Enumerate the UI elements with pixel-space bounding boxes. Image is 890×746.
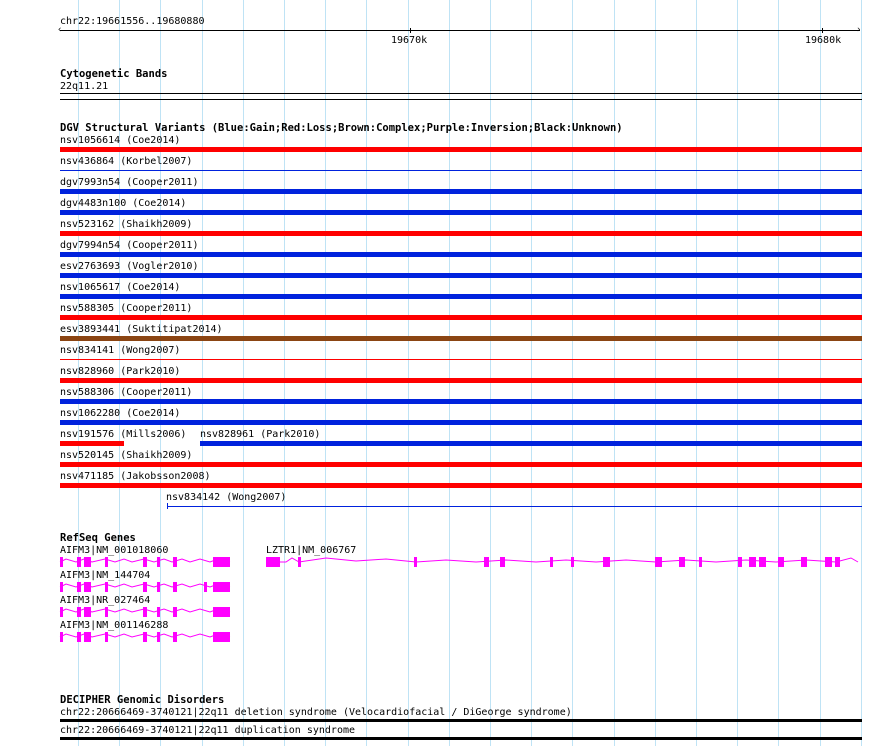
exon <box>84 582 91 592</box>
grid-line <box>531 0 532 746</box>
ruler-left-arrow-icon: ‹ <box>57 25 63 35</box>
exon <box>266 557 280 567</box>
grid-line <box>655 0 656 746</box>
variant-label[interactable]: dgv4483n100 (Coe2014) <box>60 198 187 209</box>
ruler-right-arrow-icon: › <box>856 25 862 35</box>
exon <box>603 557 610 567</box>
exon <box>738 557 742 567</box>
exon <box>60 632 63 642</box>
exon <box>60 607 63 617</box>
grid-line <box>572 0 573 746</box>
grid-line <box>449 0 450 746</box>
variant-bar-gain[interactable] <box>60 273 862 278</box>
exon <box>550 557 553 567</box>
exon <box>105 632 108 642</box>
variant-bar-gain[interactable] <box>60 189 862 194</box>
exon <box>414 557 417 567</box>
exon <box>484 557 489 567</box>
variant-label[interactable]: nsv436864 (Korbel2007) <box>60 156 193 167</box>
ruler-tick <box>822 28 823 33</box>
exon <box>105 607 108 617</box>
exon <box>298 557 301 567</box>
variant-label[interactable]: nsv520145 (Shaikh2009) <box>60 450 193 461</box>
exon <box>825 557 832 567</box>
grid-line <box>737 0 738 746</box>
cytoband-band-bottom <box>60 99 862 100</box>
variant-label[interactable]: nsv191576 (Mills2006) <box>60 429 187 440</box>
variant-bar-start-tick <box>167 503 168 509</box>
grid-line <box>696 0 697 746</box>
cytoband-band-top <box>60 93 862 94</box>
exon <box>500 557 505 567</box>
dgv-track-title[interactable]: DGV Structural Variants (Blue:Gain;Red:Loss;Brown:Complex;Purple:Inversion;Black:Unknown) <box>60 122 623 134</box>
exon <box>213 632 230 642</box>
variant-bar-loss[interactable] <box>60 378 862 383</box>
exon <box>571 557 574 567</box>
decipher-label[interactable]: chr22:20666469-3740121|22q11 deletion syndrome (Velocardiofacial / DiGeorge syndrome) <box>60 707 572 718</box>
exon <box>77 582 81 592</box>
variant-bar-gain[interactable] <box>60 420 862 425</box>
variant-bar-gain[interactable] <box>200 441 862 446</box>
exon <box>699 557 702 567</box>
variant-label[interactable]: nsv1062280 (Coe2014) <box>60 408 181 419</box>
variant-label[interactable]: dgv7993n54 (Cooper2011) <box>60 177 199 188</box>
variant-bar-loss[interactable] <box>60 462 862 467</box>
exon <box>84 632 91 642</box>
grid-line <box>778 0 779 746</box>
ruler-tick <box>410 28 411 33</box>
exon <box>173 582 177 592</box>
exon <box>143 607 147 617</box>
variant-label[interactable]: nsv828961 (Park2010) <box>200 429 321 440</box>
variant-label[interactable]: esv3893441 (Suktitipat2014) <box>60 324 223 335</box>
exon <box>105 557 108 567</box>
variant-bar-loss[interactable] <box>60 441 124 446</box>
gene-model-lztr1-nm-006767[interactable] <box>266 555 862 569</box>
variant-label[interactable]: esv2763693 (Vogler2010) <box>60 261 199 272</box>
variant-bar-loss[interactable] <box>60 147 862 152</box>
exon <box>213 582 230 592</box>
exon <box>157 582 160 592</box>
exon <box>157 607 160 617</box>
variant-label[interactable]: nsv1065617 (Coe2014) <box>60 282 181 293</box>
variant-bar-gain[interactable] <box>60 170 862 171</box>
variant-bar-loss[interactable] <box>60 315 862 320</box>
grid-line <box>861 0 862 746</box>
cytoband-label[interactable]: 22q11.21 <box>60 81 109 92</box>
exon <box>759 557 766 567</box>
variant-bar-gain[interactable] <box>60 252 862 257</box>
variant-bar-gain[interactable] <box>60 210 862 215</box>
exon <box>173 607 177 617</box>
exon <box>143 632 147 642</box>
decipher-bar[interactable] <box>60 719 862 722</box>
ruler-tick-label: 19670k <box>391 35 428 46</box>
exon <box>204 582 207 592</box>
variant-label[interactable]: nsv834141 (Wong2007) <box>60 345 181 356</box>
decipher-label[interactable]: chr22:20666469-3740121|22q11 duplication syndrome <box>60 725 356 736</box>
exon <box>143 582 147 592</box>
variant-bar-loss[interactable] <box>60 231 862 236</box>
variant-label[interactable]: nsv471185 (Jakobsson2008) <box>60 471 211 482</box>
cytoband-track-title[interactable]: Cytogenetic Bands <box>60 68 168 80</box>
ruler-tick-label: 19680k <box>805 35 842 46</box>
exon <box>77 607 81 617</box>
grid-line <box>490 0 491 746</box>
exon <box>679 557 685 567</box>
gene-label[interactable]: AIFM3|NR_027464 <box>60 595 151 606</box>
exon <box>213 557 230 567</box>
variant-bar-gain[interactable] <box>60 294 862 299</box>
exon <box>801 557 807 567</box>
exon <box>157 557 160 567</box>
grid-line <box>284 0 285 746</box>
exon <box>749 557 756 567</box>
decipher-track-title[interactable]: DECIPHER Genomic Disorders <box>60 694 225 706</box>
exon <box>77 632 81 642</box>
region-label: chr22:19661556..19680880 <box>60 16 205 27</box>
exon <box>84 607 91 617</box>
variant-bar-loss[interactable] <box>60 359 862 360</box>
variant-label[interactable]: nsv828960 (Park2010) <box>60 366 181 377</box>
exon <box>835 557 840 567</box>
exon <box>60 557 63 567</box>
variant-label[interactable]: nsv588306 (Cooper2011) <box>60 387 193 398</box>
variant-label[interactable]: nsv1056614 (Coe2014) <box>60 135 181 146</box>
exon <box>84 557 91 567</box>
grid-line <box>820 0 821 746</box>
exon <box>143 557 147 567</box>
grid-line <box>408 0 409 746</box>
gene-label[interactable]: AIFM3|NM_001146288 <box>60 620 169 631</box>
variant-bar-complex[interactable] <box>60 336 862 341</box>
gene-label[interactable]: LZTR1|NM_006767 <box>266 545 357 556</box>
variant-bar-gain[interactable] <box>60 399 862 404</box>
variant-bar-loss[interactable] <box>60 483 862 488</box>
variant-label[interactable]: nsv523162 (Shaikh2009) <box>60 219 193 230</box>
refseq-track-title[interactable]: RefSeq Genes <box>60 532 136 544</box>
exon <box>173 557 177 567</box>
exon <box>173 632 177 642</box>
grid-line <box>614 0 615 746</box>
gene-label[interactable]: AIFM3|NM_144704 <box>60 570 151 581</box>
ruler-axis <box>60 30 860 31</box>
grid-line <box>243 0 244 746</box>
variant-label[interactable]: nsv588305 (Cooper2011) <box>60 303 193 314</box>
exon <box>213 607 230 617</box>
exon <box>60 582 63 592</box>
decipher-bar[interactable] <box>60 737 862 740</box>
gene-label[interactable]: AIFM3|NM_001018060 <box>60 545 169 556</box>
variant-label[interactable]: nsv834142 (Wong2007) <box>166 492 287 503</box>
exon <box>778 557 784 567</box>
grid-line <box>325 0 326 746</box>
exon <box>655 557 662 567</box>
exon <box>77 557 81 567</box>
exon <box>157 632 160 642</box>
variant-bar-gain[interactable] <box>167 506 862 507</box>
exon <box>105 582 108 592</box>
variant-label[interactable]: dgv7994n54 (Cooper2011) <box>60 240 199 251</box>
grid-line <box>366 0 367 746</box>
